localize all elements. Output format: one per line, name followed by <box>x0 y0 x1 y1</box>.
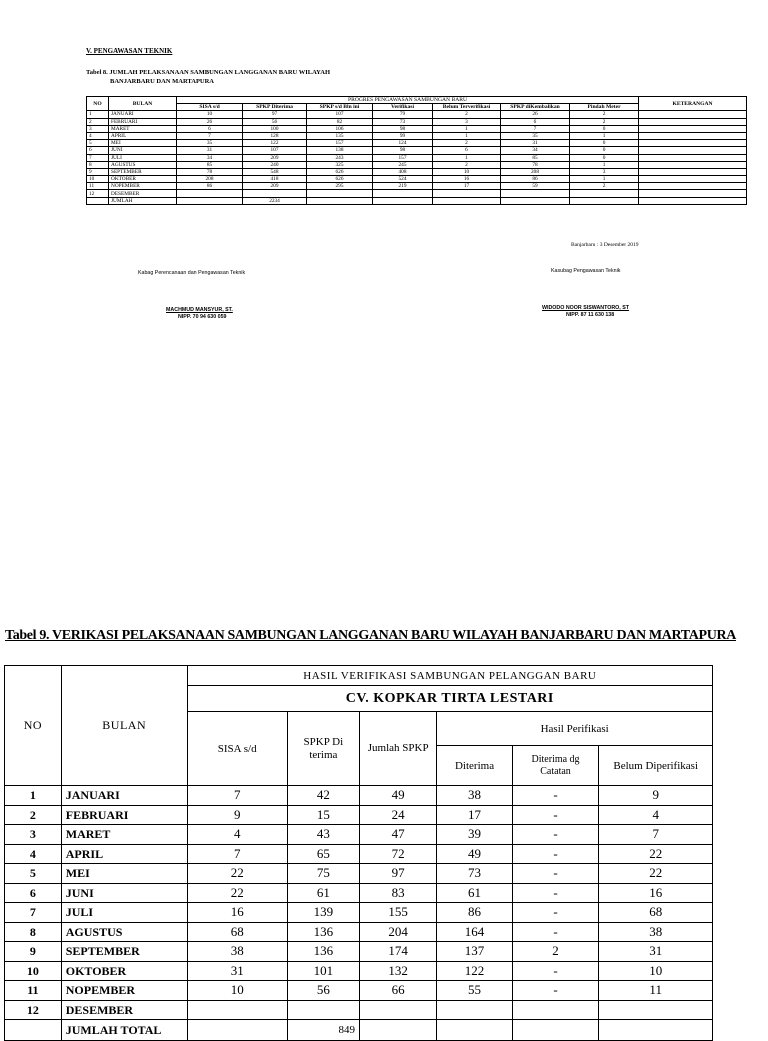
t9-cell-value: 22 <box>599 864 713 884</box>
t9-cell-value: 4 <box>599 805 713 825</box>
t8-cell <box>177 197 243 204</box>
t9-cell-bulan: JULI <box>61 903 187 923</box>
t8-cell-value: 7 <box>501 125 570 132</box>
t8-row <box>87 111 747 118</box>
t8-cell-no: 11 <box>87 183 109 190</box>
t9-row <box>5 981 713 1001</box>
t9-header-company: CV. KOPKAR TIRTA LESTARI <box>187 686 712 712</box>
t8-cell-value: 138 <box>307 147 373 154</box>
t8-cell-value: 99 <box>373 132 433 139</box>
t8-cell <box>307 197 373 204</box>
t9-cell-value: 7 <box>599 825 713 845</box>
t9-header-group: HASIL VERIFIKASI SAMBUNGAN PELANGGAN BARU <box>187 666 712 686</box>
t8-cell-value: 16 <box>433 176 501 183</box>
t9-cell-value: 15 <box>287 805 359 825</box>
t8-row <box>87 154 747 161</box>
t8-cell-value: 626 <box>307 176 373 183</box>
t8-cell-value: 3 <box>570 168 639 175</box>
t8-cell-bulan: JUNI <box>109 147 177 154</box>
t9-cell-value: 10 <box>599 961 713 981</box>
t8-cell <box>570 197 639 204</box>
t9-cell-bulan: AGUSTUS <box>61 922 187 942</box>
t9-total-row <box>5 1020 713 1041</box>
t8-cell-keterangan <box>639 183 747 190</box>
table8-title <box>86 68 386 86</box>
t9-cell-bulan: OKTOBER <box>61 961 187 981</box>
t8-cell-value: 157 <box>373 154 433 161</box>
t8-cell-value: 98 <box>373 125 433 132</box>
t8-cell-value: 79 <box>373 111 433 118</box>
t8-cell <box>433 197 501 204</box>
section-title: V. PENGAWASAN TEKNIK <box>86 47 173 55</box>
t9-cell-no: 7 <box>5 903 62 923</box>
t8-cell-keterangan <box>639 161 747 168</box>
t8-cell-keterangan <box>639 168 747 175</box>
t8-cell-value: 0 <box>570 125 639 132</box>
t9-cell-value: 24 <box>359 805 436 825</box>
t9-header-hasil: Hasil Perifikasi <box>437 712 713 746</box>
t8-header-no: NO <box>87 97 109 111</box>
t9-cell-no: 4 <box>5 844 62 864</box>
t9-cell-value: 68 <box>599 903 713 923</box>
t9-cell-no: 10 <box>5 961 62 981</box>
t8-header-bulan: BULAN <box>109 97 177 111</box>
t8-row <box>87 147 747 154</box>
t8-cell-value: 59 <box>501 183 570 190</box>
t8-cell-bulan: FEBRUARI <box>109 118 177 125</box>
t9-cell-value: 38 <box>437 786 512 806</box>
t8-cell-value: 325 <box>307 161 373 168</box>
t8-cell-value: 209 <box>243 154 307 161</box>
t9-cell-no: 11 <box>5 981 62 1001</box>
right-signer-name: WIDODO NOOR SISWANTORO, ST <box>542 305 630 311</box>
t9-cell-value: 55 <box>437 981 512 1001</box>
table8-title-line2: BANJARBARU DAN MARTAPURA <box>110 78 215 85</box>
t8-cell <box>87 197 109 204</box>
t9-cell-value: 83 <box>359 883 436 903</box>
t9-cell <box>437 1020 512 1041</box>
t8-cell-bulan: MEI <box>109 140 177 147</box>
t8-cell-value: 524 <box>373 176 433 183</box>
t9-cell-value: 72 <box>359 844 436 864</box>
t9-header-jumlah-spkp: Jumlah SPKP <box>359 712 436 786</box>
t8-cell-value: 135 <box>307 132 373 139</box>
t8-header-col: Pindah Meter <box>570 104 639 111</box>
t9-cell-value: 73 <box>437 864 512 884</box>
t9-cell-bulan: APRIL <box>61 844 187 864</box>
t8-cell-value: 3 <box>433 118 501 125</box>
t9-cell-value: 9 <box>187 805 287 825</box>
t8-cell-value: 31 <box>501 140 570 147</box>
t9-header-no: NO <box>5 666 62 786</box>
t8-cell-keterangan <box>639 190 747 197</box>
t8-cell-value: 1 <box>570 161 639 168</box>
t8-cell-value: 0 <box>570 140 639 147</box>
t8-cell-value: 208 <box>501 168 570 175</box>
left-signer-name: MACHMUD MANSYUR, ST. <box>166 307 233 313</box>
table9-body <box>5 786 713 1020</box>
t9-cell-bulan: SEPTEMBER <box>61 942 187 962</box>
t9-cell-value: 43 <box>287 825 359 845</box>
t8-header-col: Verifikasi <box>373 104 433 111</box>
table8 <box>86 96 747 205</box>
t8-cell-value: 35 <box>501 132 570 139</box>
t8-cell-value <box>570 190 639 197</box>
t9-cell-value: 22 <box>599 844 713 864</box>
t8-cell-value: 245 <box>373 161 433 168</box>
t9-cell-value: 10 <box>187 981 287 1001</box>
t9-row <box>5 903 713 923</box>
t9-cell-bulan: DESEMBER <box>61 1000 187 1020</box>
t9-cell-value: - <box>512 961 599 981</box>
t9-cell <box>599 1020 713 1041</box>
t9-cell-value: - <box>512 844 599 864</box>
t8-cell-value: 122 <box>243 140 307 147</box>
t8-cell-value: 2 <box>570 183 639 190</box>
t8-cell <box>501 197 570 204</box>
t9-total-spkp: 849 <box>287 1020 359 1041</box>
t8-cell-value: 56 <box>243 118 307 125</box>
t9-cell-value: 31 <box>187 961 287 981</box>
t8-cell-value: 97 <box>243 111 307 118</box>
t9-cell <box>5 1020 62 1041</box>
t8-cell-value: 2 <box>570 111 639 118</box>
t9-cell-value: 174 <box>359 942 436 962</box>
t8-cell-value: 243 <box>307 154 373 161</box>
t8-cell <box>373 197 433 204</box>
t8-cell-value: 35 <box>177 140 243 147</box>
t9-cell-value: - <box>512 883 599 903</box>
t8-cell-value: 2 <box>433 111 501 118</box>
t8-row <box>87 118 747 125</box>
t9-cell-no: 9 <box>5 942 62 962</box>
t9-cell-value: 16 <box>599 883 713 903</box>
t8-cell-bulan: AGUSTUS <box>109 161 177 168</box>
t8-cell-value: 128 <box>243 132 307 139</box>
t8-cell-bulan: NOPEMBER <box>109 183 177 190</box>
t8-cell-value <box>307 190 373 197</box>
t8-cell-value: 2 <box>570 118 639 125</box>
t9-cell-value: 61 <box>437 883 512 903</box>
t8-header-col: SPKP s/d Bln ini <box>307 104 373 111</box>
t9-cell-value: 9 <box>599 786 713 806</box>
t8-cell-value: 2 <box>433 140 501 147</box>
t8-cell-value <box>433 190 501 197</box>
t9-cell-value: 39 <box>437 825 512 845</box>
t8-cell-value: 34 <box>177 154 243 161</box>
t9-cell-value: 56 <box>287 981 359 1001</box>
t8-cell-value <box>373 190 433 197</box>
t8-cell-value: 124 <box>373 140 433 147</box>
t9-cell-value: 22 <box>187 864 287 884</box>
t8-cell-value: 295 <box>307 183 373 190</box>
t8-cell-value: 26 <box>501 111 570 118</box>
t9-row <box>5 864 713 884</box>
t9-cell <box>359 1020 436 1041</box>
t8-cell-no: 9 <box>87 168 109 175</box>
t8-cell-value: 85 <box>177 161 243 168</box>
t8-cell-value: 107 <box>243 147 307 154</box>
t8-header-group: PROGRES PENGAWASAN SAMBUNGAN BARU <box>177 97 639 104</box>
left-signer-nip: NIPP. 70 94 630 059 <box>178 314 227 320</box>
t9-header-belum: Belum Diperifikasi <box>599 746 713 786</box>
t8-cell-value: 98 <box>373 147 433 154</box>
t9-cell-value: 137 <box>437 942 512 962</box>
t8-cell-bulan: DESEMBER <box>109 190 177 197</box>
t8-cell-value: 0 <box>570 154 639 161</box>
t9-cell-bulan: NOPEMBER <box>61 981 187 1001</box>
t8-cell-value <box>501 190 570 197</box>
t9-cell-value: 4 <box>187 825 287 845</box>
t8-cell-value: 209 <box>243 183 307 190</box>
table8-title-line1: Tabel 8. JUMLAH PELAKSANAAN SAMBUNGAN LANGGANAN BARU WILAYAH <box>86 69 331 76</box>
t9-cell-value: 101 <box>287 961 359 981</box>
t8-cell-keterangan <box>639 132 747 139</box>
t9-cell-value: - <box>512 903 599 923</box>
t8-cell-bulan: OKTOBER <box>109 176 177 183</box>
t9-row <box>5 825 713 845</box>
t9-cell-value: 155 <box>359 903 436 923</box>
t9-cell-value: 61 <box>287 883 359 903</box>
t8-cell-no: 8 <box>87 161 109 168</box>
t8-cell-value: 208 <box>177 176 243 183</box>
t9-cell-value: 11 <box>599 981 713 1001</box>
t9-cell-value <box>287 1000 359 1020</box>
t9-cell-value: - <box>512 981 599 1001</box>
t8-cell-value: 6 <box>177 125 243 132</box>
table8-body <box>87 111 747 197</box>
t8-cell-value: 82 <box>307 118 373 125</box>
t9-row <box>5 786 713 806</box>
t9-total-label: JUMLAH TOTAL <box>61 1020 187 1041</box>
t9-cell-no: 2 <box>5 805 62 825</box>
t9-cell-value: 132 <box>359 961 436 981</box>
t9-cell-value: 204 <box>359 922 436 942</box>
t9-cell-value: 47 <box>359 825 436 845</box>
t9-cell-value: 86 <box>437 903 512 923</box>
t8-cell-no: 12 <box>87 190 109 197</box>
t8-cell-value: 73 <box>373 118 433 125</box>
t8-cell-value: 408 <box>373 168 433 175</box>
t8-cell-value: 31 <box>177 147 243 154</box>
t9-cell-value <box>512 1000 599 1020</box>
t9-cell-value: - <box>512 786 599 806</box>
t9-row <box>5 922 713 942</box>
t8-cell-value <box>177 190 243 197</box>
t8-row <box>87 183 747 190</box>
table9 <box>4 665 713 1041</box>
t8-cell-keterangan <box>639 140 747 147</box>
t9-cell-value: 42 <box>287 786 359 806</box>
t8-cell-bulan: APRIL <box>109 132 177 139</box>
t9-header-spkp-diterima: SPKP Di terima <box>287 712 359 786</box>
t9-row <box>5 805 713 825</box>
t8-cell-no: 7 <box>87 154 109 161</box>
t8-cell-value: 86 <box>177 183 243 190</box>
t8-total-spkp: 2234 <box>243 197 307 204</box>
t9-cell-value: - <box>512 864 599 884</box>
t8-cell-value: 78 <box>501 161 570 168</box>
t8-row <box>87 132 747 139</box>
t8-cell-value: 17 <box>433 183 501 190</box>
t8-cell-value: 1 <box>433 132 501 139</box>
t8-cell-value: 86 <box>501 176 570 183</box>
t9-cell-no: 8 <box>5 922 62 942</box>
t9-cell-value: - <box>512 922 599 942</box>
t9-row <box>5 942 713 962</box>
t8-cell <box>639 197 747 204</box>
t8-cell-value: 2 <box>433 161 501 168</box>
t8-row <box>87 190 747 197</box>
t9-cell-bulan: JANUARI <box>61 786 187 806</box>
t8-cell-value: 1 <box>433 125 501 132</box>
t8-row <box>87 140 747 147</box>
t9-cell-value: 75 <box>287 864 359 884</box>
t8-cell-bulan: MARET <box>109 125 177 132</box>
t8-header-col: SISA s/d <box>177 104 243 111</box>
t9-row <box>5 1000 713 1020</box>
t8-cell-value: 1 <box>570 132 639 139</box>
t8-row <box>87 176 747 183</box>
t8-cell-value: 10 <box>177 111 243 118</box>
t8-cell-value: 418 <box>243 176 307 183</box>
left-signer-position: Kabag Perencanaan dan Pengawasan Teknik <box>138 270 246 276</box>
t8-cell-bulan: JULI <box>109 154 177 161</box>
t8-cell-value: 10 <box>433 168 501 175</box>
t8-cell-value: 78 <box>177 168 243 175</box>
t8-cell-value: 240 <box>243 161 307 168</box>
t9-cell-value: 66 <box>359 981 436 1001</box>
t9-cell-value: 49 <box>437 844 512 864</box>
t9-cell-value: - <box>512 825 599 845</box>
t9-cell-value: 31 <box>599 942 713 962</box>
t8-cell-no: 6 <box>87 147 109 154</box>
t9-cell-value: 49 <box>359 786 436 806</box>
t8-cell-value: 7 <box>177 132 243 139</box>
t9-cell <box>187 1020 287 1041</box>
t8-cell-keterangan <box>639 147 747 154</box>
t9-cell-value: 7 <box>187 786 287 806</box>
t8-cell-keterangan <box>639 118 747 125</box>
t9-cell-value: 38 <box>599 922 713 942</box>
t8-header-keterangan: KETERANGAN <box>639 97 747 111</box>
t9-cell-value: 136 <box>287 942 359 962</box>
t9-header-diterima-catatan: Diterima dg Catatan <box>512 746 599 786</box>
t9-cell-bulan: JUNI <box>61 883 187 903</box>
t8-cell-no: 4 <box>87 132 109 139</box>
t9-header-sisa: SISA s/d <box>187 712 287 786</box>
t9-cell-value: 139 <box>287 903 359 923</box>
t9-header-bulan: BULAN <box>61 666 187 786</box>
t8-header-col: SPKP diKembalikan <box>501 104 570 111</box>
t8-header-col: Belum Terverifikasi <box>433 104 501 111</box>
t9-cell-value: 122 <box>437 961 512 981</box>
t8-total-row <box>87 197 747 204</box>
t8-total-label: JUMLAH <box>109 197 177 204</box>
signature-date: Banjarbaru : 3 Desember 2019 <box>571 242 639 248</box>
t8-cell-value: 548 <box>243 168 307 175</box>
t8-cell-value: 106 <box>307 125 373 132</box>
t8-row <box>87 125 747 132</box>
t8-cell-keterangan <box>639 154 747 161</box>
t8-cell-value <box>243 190 307 197</box>
t8-cell-bulan: JANUARI <box>109 111 177 118</box>
t8-cell-no: 5 <box>87 140 109 147</box>
t9-cell-value: 97 <box>359 864 436 884</box>
t9-cell-value: 22 <box>187 883 287 903</box>
t9-row <box>5 961 713 981</box>
t8-cell-value: 1 <box>570 176 639 183</box>
t8-cell-bulan: SEPTEMBER <box>109 168 177 175</box>
t9-cell-value: 38 <box>187 942 287 962</box>
t8-cell-value: 26 <box>177 118 243 125</box>
t9-row <box>5 844 713 864</box>
t9-cell-value <box>187 1000 287 1020</box>
t8-cell-value: 157 <box>307 140 373 147</box>
t9-cell-bulan: MARET <box>61 825 187 845</box>
t9-cell-value <box>599 1000 713 1020</box>
t8-cell-value: 100 <box>243 125 307 132</box>
t9-cell-bulan: FEBRUARI <box>61 805 187 825</box>
t8-cell-keterangan <box>639 176 747 183</box>
t8-cell-no: 10 <box>87 176 109 183</box>
right-signer-position: Kasubag Pengawasan Teknik <box>551 268 621 274</box>
t8-header-col: SPKP Diterima <box>243 104 307 111</box>
t9-cell-value: 17 <box>437 805 512 825</box>
right-signer-nip: NIPP. 87 11 630 138 <box>566 312 615 318</box>
t8-cell-value: 85 <box>501 154 570 161</box>
t9-row <box>5 883 713 903</box>
t8-cell-no: 1 <box>87 111 109 118</box>
t9-cell-value: 2 <box>512 942 599 962</box>
t8-cell-value: 6 <box>433 147 501 154</box>
t8-cell-value: 34 <box>501 147 570 154</box>
t9-header-diterima: Diterima <box>437 746 512 786</box>
table9-title: Tabel 9. VERIKASI PELAKSANAAN SAMBUNGAN LANGGANAN BARU WILAYAH BANJARBARU DAN MARTAPURA <box>5 628 736 643</box>
t9-cell-value: 16 <box>187 903 287 923</box>
t9-cell-value: 65 <box>287 844 359 864</box>
t8-cell-value: 626 <box>307 168 373 175</box>
t8-cell-value: 0 <box>570 147 639 154</box>
t9-cell-value: 136 <box>287 922 359 942</box>
t9-cell-value: 164 <box>437 922 512 942</box>
t9-cell-no: 3 <box>5 825 62 845</box>
t9-cell <box>512 1020 599 1041</box>
t9-cell-no: 6 <box>5 883 62 903</box>
t8-cell-keterangan <box>639 111 747 118</box>
t8-cell-value: 1 <box>433 154 501 161</box>
t8-cell-value: 107 <box>307 111 373 118</box>
t9-cell-bulan: MEI <box>61 864 187 884</box>
t9-cell-value <box>359 1000 436 1020</box>
t8-cell-value: 6 <box>501 118 570 125</box>
t9-cell-value: - <box>512 805 599 825</box>
t8-row <box>87 168 747 175</box>
t8-cell-value: 219 <box>373 183 433 190</box>
t8-cell-no: 2 <box>87 118 109 125</box>
t9-cell-no: 12 <box>5 1000 62 1020</box>
t9-cell-value <box>437 1000 512 1020</box>
t9-cell-value: 7 <box>187 844 287 864</box>
t8-cell-no: 3 <box>87 125 109 132</box>
t8-cell-keterangan <box>639 125 747 132</box>
t9-cell-value: 68 <box>187 922 287 942</box>
t9-cell-no: 5 <box>5 864 62 884</box>
t8-row <box>87 161 747 168</box>
t9-cell-no: 1 <box>5 786 62 806</box>
